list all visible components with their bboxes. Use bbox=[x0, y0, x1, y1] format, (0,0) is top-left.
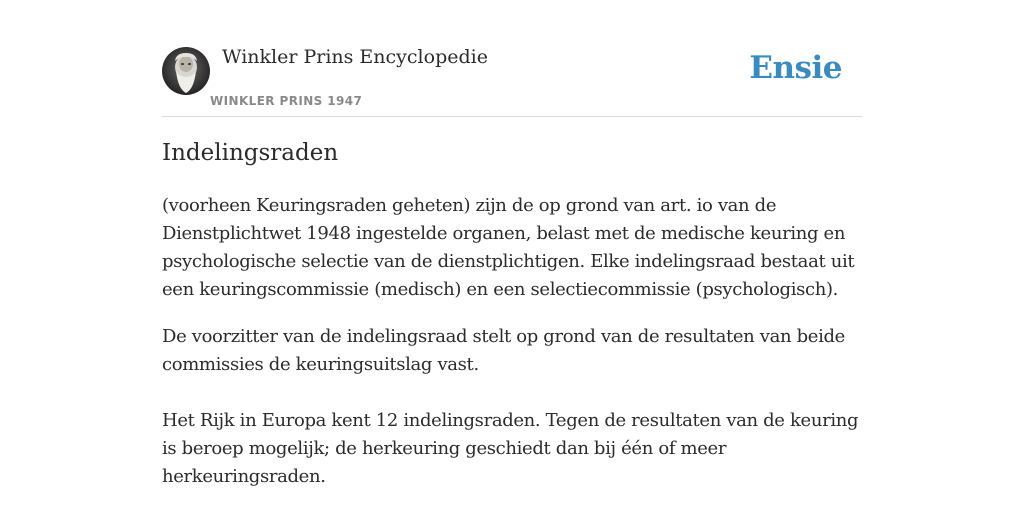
bearded-man-portrait-icon bbox=[162, 47, 210, 95]
edition-label[interactable]: WINKLER PRINS 1947 bbox=[210, 94, 363, 108]
source-header bbox=[162, 0, 862, 117]
article-title: Indelingsraden bbox=[162, 140, 339, 166]
ensie-logo[interactable]: Ensie bbox=[749, 50, 842, 86]
author-avatar[interactable] bbox=[162, 47, 210, 95]
article-paragraph: De voorzitter van de indelingsraad stelt op grond van de resultaten van beide commissies de keuringsuitslag vast. bbox=[162, 326, 845, 375]
article-container bbox=[162, 0, 862, 487]
source-name[interactable]: Winkler Prins Encyclopedie bbox=[222, 46, 488, 68]
article-paragraph: (voorheen Keuringsraden geheten) zijn de op grond van art. io van de Dienstplichtwet 1948 ingestelde organen, belast met de medische keuring en psychologische selectie van de dienstplichtigen. Elke indelingsraad bestaat uit een keuringscommissie (medisch) en een selectiecommissie (psychologisch). bbox=[162, 195, 855, 300]
article-paragraph: Het Rijk in Europa kent 12 indelingsraden. Tegen de resultaten van de keuring is beroep mogelijk; de herkeuring geschiedt dan bij één of meer herkeuringsraden. bbox=[162, 410, 859, 487]
